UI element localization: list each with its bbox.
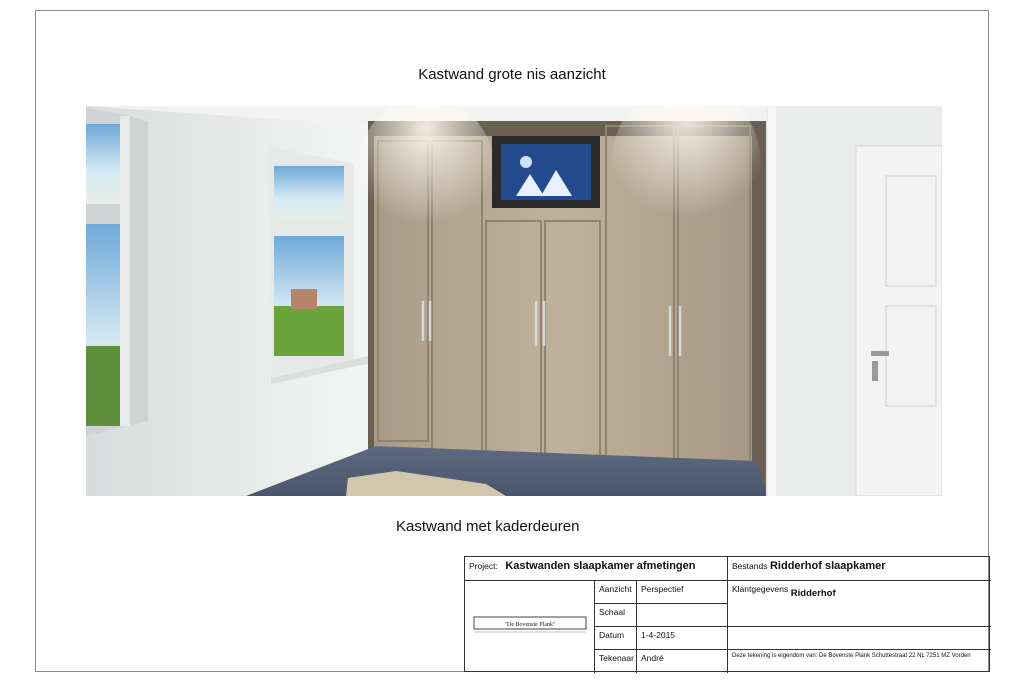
ownership-note: Deze tekening is eigendom van: De Bovenste Plank Schuttestraat 22 NL 7251 MZ Vorden [732, 653, 971, 659]
drawing-sheet [35, 10, 989, 672]
datum-label: Datum [595, 627, 637, 650]
empty-cell [728, 627, 991, 650]
render-image [86, 106, 942, 496]
company-logo [473, 613, 587, 635]
view-title: Kastwand grote nis aanzicht [418, 66, 606, 83]
bestands-label: Bestands [732, 561, 768, 571]
tekenaar-label: Tekenaar [595, 650, 637, 673]
klant-value: Ridderhof [790, 588, 836, 599]
view-subtitle: Kastwand met kaderdeuren [396, 518, 580, 535]
project-value: Kastwanden slaapkamer afmetingen [505, 560, 696, 572]
klant-label: Klantgegevens [732, 584, 789, 594]
project-label: Project: [469, 561, 498, 571]
logo-cell [465, 581, 595, 673]
bestands-value: Ridderhof slaapkamer [769, 560, 886, 572]
schaal-label: Schaal [595, 604, 637, 627]
schaal-value [637, 604, 728, 627]
bestands-cell [728, 557, 991, 581]
tekenaar-value: André [637, 650, 728, 673]
project-cell [465, 557, 728, 581]
klant-cell [728, 581, 991, 627]
logo-text: "De Bovenste Plank" [504, 622, 556, 628]
aanzicht-label: Aanzicht [595, 581, 637, 604]
datum-value: 1-4-2015 [637, 627, 728, 650]
aanzicht-value: Perspectief [637, 581, 728, 604]
title-block [464, 556, 990, 672]
